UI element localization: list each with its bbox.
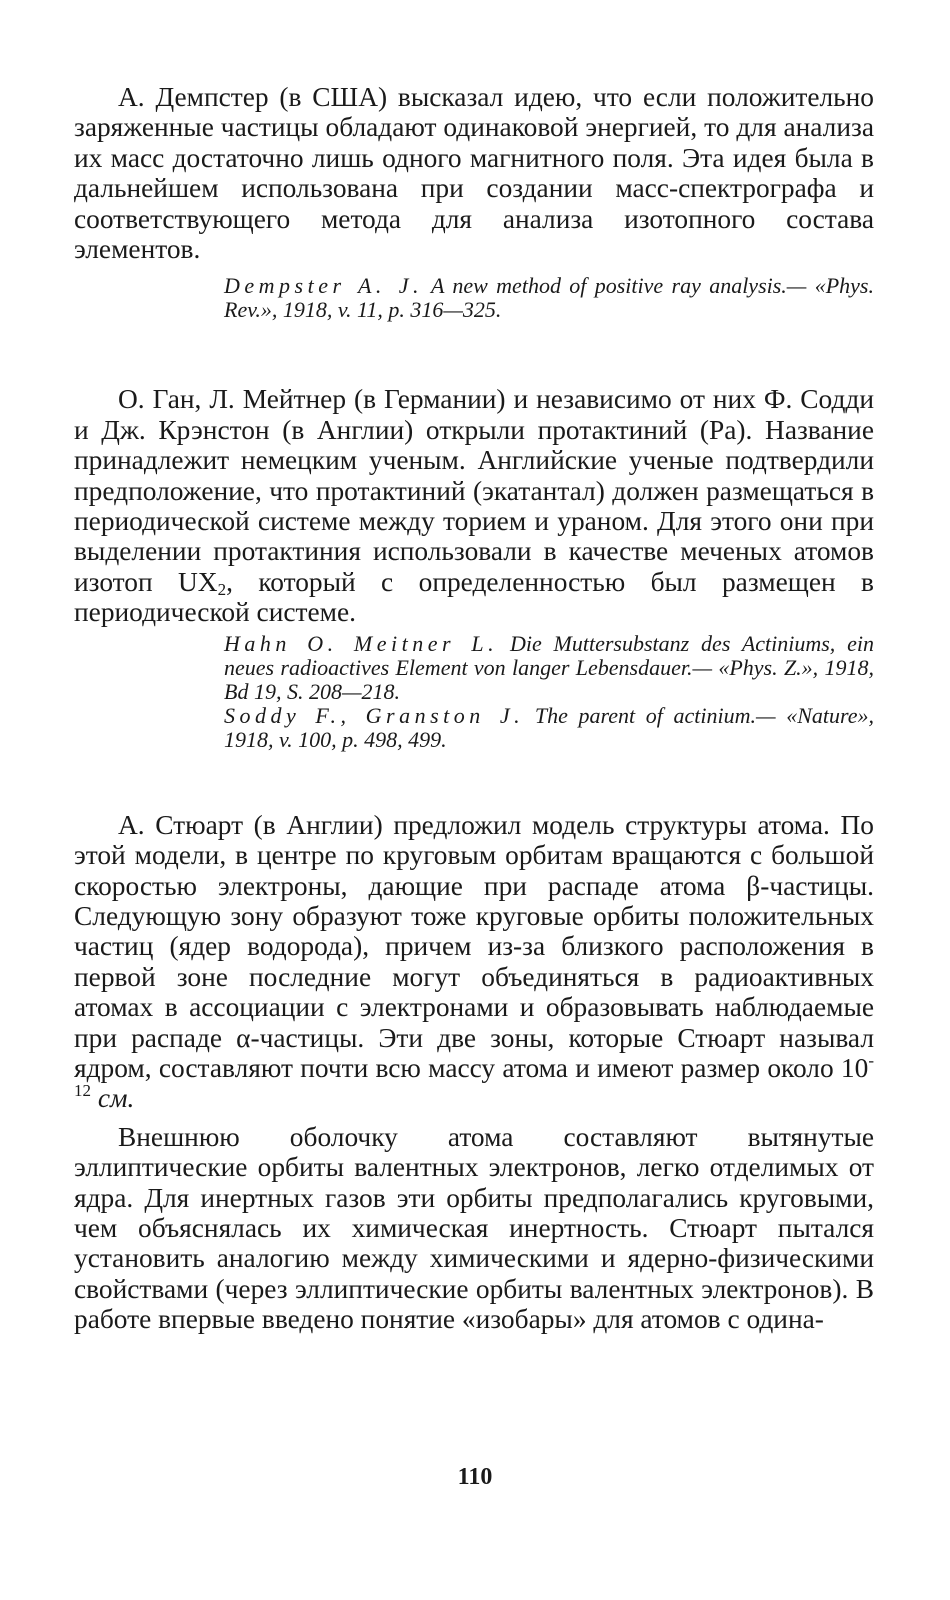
- paragraph-stewart-model: [74, 810, 874, 1114]
- unit: см.: [97, 1083, 135, 1114]
- reference-soddy-granston: [224, 704, 874, 752]
- reference-hahn-meitner: [224, 632, 874, 704]
- subscript: 2: [217, 579, 227, 599]
- reference-text: A new method of positive ray analysis.— «Phys. Rev.», 1918, v. 11, p. 316—325.: [224, 273, 874, 323]
- superscript: -12: [74, 1050, 874, 1101]
- reference-author: Soddy F., Granston J.: [224, 702, 525, 728]
- reference-text: The parent of actinium.— «Nature», 1918, v. 100, p. 498, 499.: [224, 702, 874, 752]
- paragraph-protactinium: [74, 384, 874, 627]
- paragraph-outer-shell: Внешнюю оболочку атома составляют вытянутые эллиптические орбиты валентных электронов, легко отделимых от ядра. Для инертных газов эти орбиты предполагались круговыми, чем объяснялась их химическая инертность. Стюарт пытался установить аналогию между химическими и ядерно-физическими свойствами (через эллиптические орбиты валентных электронов). В работе впервые введено понятие «изобары» для атомов с одина-: [74, 1121, 874, 1335]
- paragraph-text: , который с определенностью был размещен в периодической системе.: [74, 566, 874, 628]
- reference-author: Dempster A. J.: [224, 273, 424, 299]
- paragraph-dempster: А. Демпстер (в США) высказал идею, что если положительно заряженные частицы обладают одинаковой энергией, то для анализа их масс достаточно лишь одного магнитного поля. Эта идея была в дальнейшем использована при создании масс-спектрографа и соответствующего метода для анализа изотопного состава элементов.: [74, 82, 874, 265]
- paragraph-text: А. Стюарт (в Англии) предложил модель структуры атома. По этой модели, в центре по круговым орбитам вращаются с большой скоростью электроны, дающие при распаде атома β-частицы. Следующую зону образуют тоже круговые орбиты положительных частиц (ядер водорода), причем из-за близкого расположения в первой зоне последние могут объединяться в радиоактивных атомах в ассоциации с электронами и образовывать наблюдаемые при распаде α-частицы. Эти две зоны, которые Стюарт называл ядром, составляют почти всю массу атома и имеют размер около 10: [74, 809, 874, 1083]
- reference-dempster: [224, 274, 874, 322]
- reference-text: Die Muttersubstanz des Actiniums, ein neues radioactives Element von langer Lebensdauer.— «Phys. Z.», 1918, Bd 19, S. 208—218.: [224, 630, 875, 704]
- paragraph-text: О. Ган, Л. Мейтнер (в Германии) и независимо от них Ф. Содди и Дж. Крэнстон (в Англии) открыли протактиний (Ра). Название принадлежит немецким ученым. Английские ученые подтвердили предположение, что протактиний (экатантал) должен размещаться в периодической системе между торием и ураном. Для этого они при выделении протактиния использовали в качестве меченых атомов изотоп UX: [74, 384, 874, 597]
- page-content: [74, 82, 874, 1335]
- page-number: 110: [457, 1464, 493, 1490]
- reference-author: Hahn O. Meitner L.: [224, 630, 499, 656]
